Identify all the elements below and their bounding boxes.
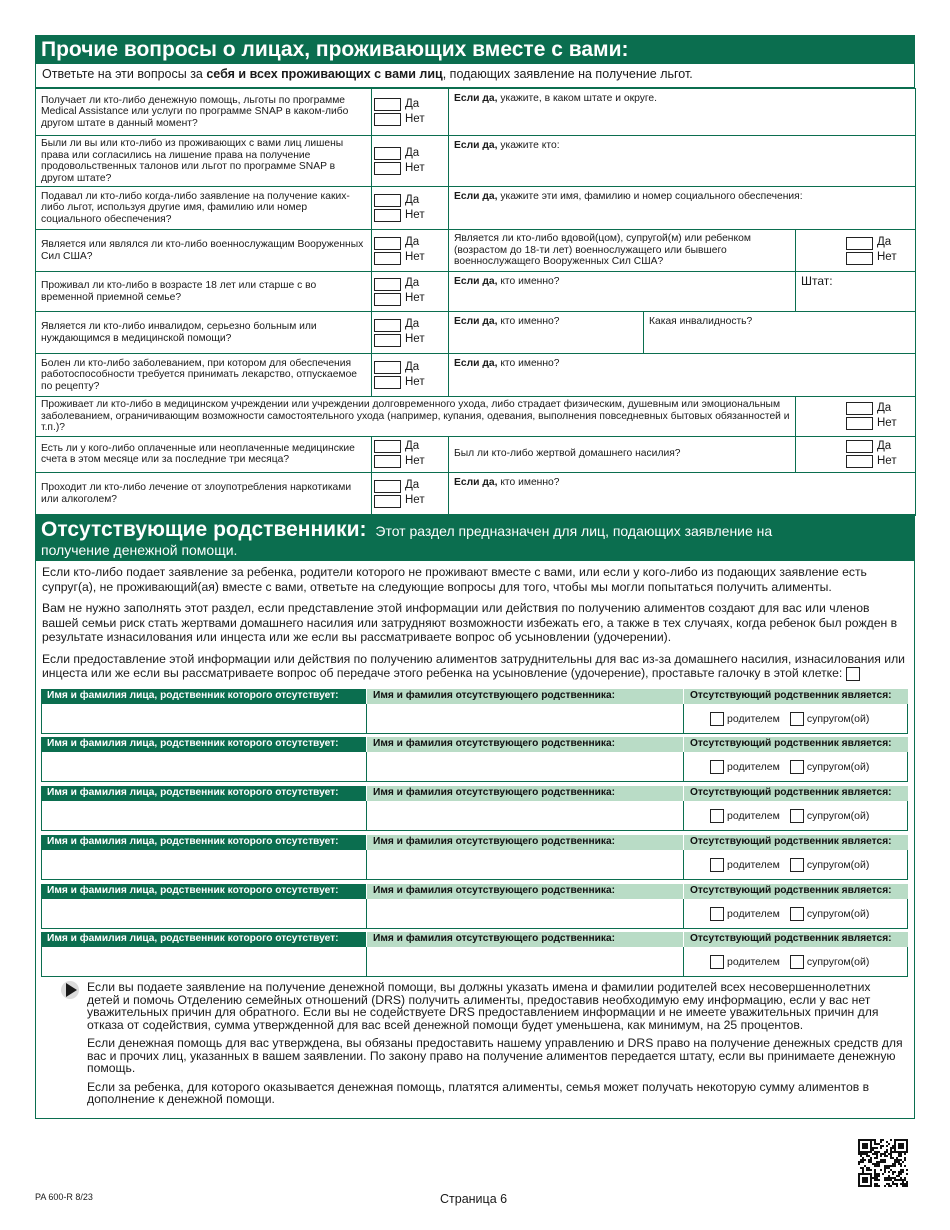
entry-row bbox=[41, 752, 908, 782]
absent-relative-name-field[interactable] bbox=[367, 947, 684, 976]
spouse-checkbox[interactable] bbox=[790, 907, 804, 921]
no-checkbox[interactable] bbox=[374, 209, 401, 222]
absent-relative-block bbox=[41, 689, 908, 734]
absent-relative-block bbox=[41, 737, 908, 782]
relationship-options bbox=[684, 850, 907, 879]
spouse-checkbox[interactable] bbox=[790, 809, 804, 823]
spouse-option[interactable]: супругом(ой) bbox=[790, 955, 870, 969]
parent-option[interactable]: родителем bbox=[710, 907, 780, 921]
form-number: PA 600-R 8/23 bbox=[35, 1192, 93, 1202]
yes-no-choice: Да Нет bbox=[372, 436, 449, 472]
applicant-name-field[interactable] bbox=[42, 947, 367, 976]
applicant-name-field[interactable] bbox=[42, 752, 367, 781]
parent-checkbox[interactable] bbox=[710, 712, 724, 726]
spouse-checkbox[interactable] bbox=[790, 955, 804, 969]
relationship-options bbox=[684, 899, 907, 928]
yes-checkbox[interactable] bbox=[374, 237, 401, 250]
yes-checkbox[interactable] bbox=[374, 440, 401, 453]
note-paragraph: Если вы подаете заявление на получение денежной помощи, вы должны указать имена и фамилии родителей всех несовершеннолетних детей и помочь Отделению семейных отношений (DRS) получить алименты, предоставив необходимую ему информацию, если у вас нет уважительных причин для обратного. Если вы не содействуете DRS предоставлением информации и не имеете уважительных причин для отказа от содействия, сумма утвержденной для вас всей денежной помощи будет уменьшена, как минимум, на 25 процентов. bbox=[87, 980, 879, 1032]
question-text: Болен ли кто-либо заболеванием, при котором для обеспечения работоспособности требуется принимать лекарство, отпускаемое по рецепту? bbox=[36, 354, 372, 397]
yes-checkbox[interactable] bbox=[374, 147, 401, 160]
col-header: Имя и фамилия отсутствующего родственника: bbox=[366, 932, 683, 947]
entry-row bbox=[41, 850, 908, 880]
no-checkbox[interactable] bbox=[374, 495, 401, 508]
absent-relative-name-field[interactable] bbox=[367, 899, 684, 928]
col-header: Имя и фамилия лица, родственник которого отсутствует: bbox=[41, 884, 366, 899]
yes-checkbox[interactable] bbox=[374, 319, 401, 332]
page-number: Страница 6 bbox=[440, 1192, 508, 1206]
yes-checkbox[interactable] bbox=[374, 98, 401, 111]
question-text: Является или являлся ли кто-либо военнослужащим Вооруженных Сил США? bbox=[36, 230, 372, 272]
question-row bbox=[36, 187, 916, 230]
yes-checkbox[interactable] bbox=[374, 361, 401, 374]
spouse-checkbox[interactable] bbox=[790, 858, 804, 872]
applicant-name-field[interactable] bbox=[42, 850, 367, 879]
question-row bbox=[36, 230, 916, 272]
question-text: Есть ли у кого-либо оплаченные или неоплаченные медицинские счета в этом месяце или за последние три месяца? bbox=[36, 436, 372, 472]
col-header: Имя и фамилия отсутствующего родственника: bbox=[366, 786, 683, 801]
question-text: Является ли кто-либо вдовой(цом), супругой(м) или ребенком (возрастом до 18-ти лет) военнослужащего или бывшего военнослужащего Вооруженных Сил США? bbox=[449, 230, 796, 272]
disability-field[interactable]: Какая инвалидность? bbox=[644, 312, 916, 354]
applicant-name-field[interactable] bbox=[42, 899, 367, 928]
yes-no-choice: Да Нет bbox=[372, 187, 449, 230]
note-paragraph: Если за ребенка, для которого оказывается денежная помощь, платятся алименты, семья может получать некоторую сумму алиментов в дополнение к денежной помощи. bbox=[87, 1079, 870, 1106]
yes-no-choice: Да Нет bbox=[372, 89, 449, 136]
no-checkbox[interactable] bbox=[374, 113, 401, 126]
question-row bbox=[36, 436, 916, 472]
col-header: Отсутствующий родственник является: bbox=[683, 737, 908, 752]
spouse-option[interactable]: супругом(ой) bbox=[790, 907, 870, 921]
relationship-options bbox=[684, 947, 907, 976]
no-checkbox[interactable] bbox=[846, 417, 873, 430]
yes-checkbox[interactable] bbox=[846, 440, 873, 453]
section-header: Отсутствующие родственники: Этот раздел предназначен для лиц, подающих заявление на получение денежной помощи. bbox=[36, 515, 914, 561]
question-row bbox=[36, 272, 916, 312]
section-title: Прочие вопросы о лицах, проживающих вместе с вами: bbox=[35, 35, 915, 64]
yes-checkbox[interactable] bbox=[846, 237, 873, 250]
qr-code-icon bbox=[858, 1139, 908, 1187]
question-text: Проходит ли кто-либо лечение от злоупотребления наркотиками или алкоголем? bbox=[36, 472, 372, 515]
parent-checkbox[interactable] bbox=[710, 809, 724, 823]
entry-row bbox=[41, 947, 908, 977]
col-header: Отсутствующий родственник является: bbox=[683, 689, 908, 704]
header-row bbox=[41, 884, 908, 899]
question-text: Проживал ли кто-либо в возрасте 18 лет или старше с во временной приемной семье? bbox=[36, 272, 372, 312]
yes-no-choice: Да Нет bbox=[372, 312, 449, 354]
paragraph-3: Если предоставление этой информации или действия по получению алиментов затруднительны для вас из-за домашнего насилия, изнасилования или инцеста или же если вы рассматриваете вопрос об передаче этого ребенка на усыновление (удочерение), проставьте галочку в этой клетке: bbox=[42, 651, 905, 680]
parent-checkbox[interactable] bbox=[710, 760, 724, 774]
good-cause-checkbox[interactable] bbox=[846, 667, 860, 681]
question-row bbox=[36, 136, 916, 187]
col-header: Имя и фамилия отсутствующего родственника: bbox=[366, 884, 683, 899]
yes-no-choice: Да Нет bbox=[372, 230, 449, 272]
paragraph-2: Вам не нужно заполнять этот раздел, если представление этой информации или действия по получению алиментов создают для вас или членов вашей семьи риск стать жертвами домашнего насилия или затрудняют возможности избежать его, а также в тех случаях, когда ребенок был рожден в результате изнасилования или инцеста или же если вы рассматриваете вопрос об усыновлении (удочерении). bbox=[42, 601, 898, 644]
header-row bbox=[41, 835, 908, 850]
relationship-options bbox=[684, 704, 907, 733]
question-text: Проживает ли кто-либо в медицинском учреждении или учреждении долговременного ухода, либо страдает физическим, душевным или эмоциональным заболеванием, ограничивающим возможности самостоятельного ухода (например, купания, одевания, выполнения повседневных бытовых обязанностей и т.п.)? bbox=[36, 397, 796, 437]
absent-relative-name-field[interactable] bbox=[367, 801, 684, 830]
parent-option[interactable]: родителем bbox=[710, 858, 780, 872]
no-checkbox[interactable] bbox=[374, 293, 401, 306]
yes-no-choice: Да Нет bbox=[796, 436, 916, 472]
parent-option[interactable]: родителем bbox=[710, 809, 780, 823]
absent-relatives-section bbox=[35, 514, 915, 1119]
question-row bbox=[36, 354, 916, 397]
spouse-option[interactable]: супругом(ой) bbox=[790, 712, 870, 726]
no-checkbox[interactable] bbox=[374, 162, 401, 175]
yes-no-choice: Да Нет bbox=[796, 397, 916, 437]
question-row bbox=[36, 89, 916, 136]
absent-relative-name-field[interactable] bbox=[367, 752, 684, 781]
yes-no-choice: Да Нет bbox=[796, 230, 916, 272]
yes-no-choice: Да Нет bbox=[372, 272, 449, 312]
yes-no-choice: Да Нет bbox=[372, 136, 449, 187]
header-row bbox=[41, 786, 908, 801]
no-checkbox[interactable] bbox=[374, 376, 401, 389]
yes-no-choice: Да Нет bbox=[372, 472, 449, 515]
col-header: Отсутствующий родственник является: bbox=[683, 932, 908, 947]
header-row bbox=[41, 689, 908, 704]
question-text: Был ли кто-либо жертвой домашнего насилия? bbox=[449, 436, 796, 472]
yes-no-choice: Да Нет bbox=[372, 354, 449, 397]
cash-assistance-note bbox=[61, 981, 906, 1112]
yes-checkbox[interactable] bbox=[374, 480, 401, 493]
entry-row bbox=[41, 899, 908, 929]
question-text: Получает ли кто-либо денежную помощь, льготы по программе Medical Assistance или услуги по программе SNAP в каком-либо другом штате в данный момент? bbox=[36, 89, 372, 136]
spouse-option[interactable]: супругом(ой) bbox=[790, 760, 870, 774]
col-header: Имя и фамилия лица, родственник которого отсутствует: bbox=[41, 932, 366, 947]
absent-relative-block bbox=[41, 786, 908, 831]
question-row bbox=[36, 472, 916, 515]
absent-relative-block bbox=[41, 835, 908, 880]
no-checkbox[interactable] bbox=[374, 252, 401, 265]
parent-checkbox[interactable] bbox=[710, 955, 724, 969]
entry-row bbox=[41, 801, 908, 831]
relationship-options bbox=[684, 801, 907, 830]
parent-checkbox[interactable] bbox=[710, 907, 724, 921]
spouse-checkbox[interactable] bbox=[790, 712, 804, 726]
no-checkbox[interactable] bbox=[846, 252, 873, 265]
col-header: Отсутствующий родственник является: bbox=[683, 835, 908, 850]
note-paragraph: Если денежная помощь для вас утверждена, вы обязаны предоставить нашему управлению и DRS право на получение денежных средств для вас и прочих лиц, указанных в вашем заявлении. По закону право на получение алиментов передается штату, если вы принимаете денежную помощь. bbox=[87, 1036, 903, 1075]
answer-field[interactable]: Если да, укажите кто: bbox=[449, 136, 916, 187]
question-text: Является ли кто-либо инвалидом, серьезно больным или нуждающимся в медицинской помощи? bbox=[36, 312, 372, 354]
spouse-option[interactable]: супругом(ой) bbox=[790, 809, 870, 823]
applicant-name-field[interactable] bbox=[42, 704, 367, 733]
header-row bbox=[41, 737, 908, 752]
no-checkbox[interactable] bbox=[846, 455, 873, 468]
applicant-name-field[interactable] bbox=[42, 801, 367, 830]
header-row bbox=[41, 932, 908, 947]
answer-field[interactable]: Если да, кто именно? bbox=[449, 472, 916, 515]
parent-option[interactable]: родителем bbox=[710, 712, 780, 726]
col-header: Отсутствующий родственник является: bbox=[683, 786, 908, 801]
col-header: Имя и фамилия лица, родственник которого отсутствует: bbox=[41, 786, 366, 801]
no-checkbox[interactable] bbox=[374, 334, 401, 347]
questions-table bbox=[35, 88, 916, 516]
absent-relative-name-field[interactable] bbox=[367, 850, 684, 879]
absent-relative-name-field[interactable] bbox=[367, 704, 684, 733]
col-header: Имя и фамилия отсутствующего родственника: bbox=[366, 689, 683, 704]
parent-option[interactable]: родителем bbox=[710, 955, 780, 969]
answer-field[interactable]: Если да, кто именно? bbox=[449, 272, 796, 312]
paragraph-1: Если кто-либо подает заявление за ребенка, родители которого не проживают вместе с вами, или если у кого-либо из подающих заявление есть супруг(а), не проживающий(ая) вместе с вами, ответьте на следующие вопросы для того, чтобы мы могли попытаться получить алименты. bbox=[42, 565, 867, 594]
col-header: Имя и фамилия отсутствующего родственника: bbox=[366, 737, 683, 752]
spouse-option[interactable]: супругом(ой) bbox=[790, 858, 870, 872]
household-questions-section bbox=[35, 35, 915, 516]
parent-checkbox[interactable] bbox=[710, 858, 724, 872]
parent-option[interactable]: родителем bbox=[710, 760, 780, 774]
absent-relative-block bbox=[41, 932, 908, 977]
section-intro: Ответьте на эти вопросы за себя и всех проживающих с вами лиц, подающих заявление на получение льгот. bbox=[35, 64, 915, 88]
relationship-options bbox=[684, 752, 907, 781]
state-field[interactable]: Штат: bbox=[796, 272, 916, 312]
col-header: Имя и фамилия лица, родственник которого отсутствует: bbox=[41, 835, 366, 850]
answer-field[interactable]: Если да, кто именно? bbox=[449, 354, 916, 397]
col-header: Имя и фамилия отсутствующего родственника: bbox=[366, 835, 683, 850]
yes-checkbox[interactable] bbox=[846, 402, 873, 415]
yes-checkbox[interactable] bbox=[374, 278, 401, 291]
question-row bbox=[36, 312, 916, 354]
answer-field[interactable]: Если да, укажите эти имя, фамилию и номер социального обеспечения: bbox=[449, 187, 916, 230]
question-text: Подавал ли кто-либо когда-либо заявление на получение каких-либо льгот, используя другие имя, фамилию или номер социального обеспечения? bbox=[36, 187, 372, 230]
section-title: Отсутствующие родственники: bbox=[41, 518, 367, 541]
col-header: Имя и фамилия лица, родственник которого отсутствует: bbox=[41, 737, 366, 752]
no-checkbox[interactable] bbox=[374, 455, 401, 468]
question-text: Были ли вы или кто-либо из проживающих с вами лиц лишены права или согласились на лишение права на получение продовольственных талонов или льгот по программе SNAP в другом штате? bbox=[36, 136, 372, 187]
arrow-bullet-icon bbox=[61, 981, 79, 999]
question-row bbox=[36, 397, 916, 437]
spouse-checkbox[interactable] bbox=[790, 760, 804, 774]
answer-field[interactable]: Если да, укажите, в каком штате и округе. bbox=[449, 89, 916, 136]
answer-field[interactable]: Если да, кто именно? bbox=[449, 312, 644, 354]
yes-checkbox[interactable] bbox=[374, 194, 401, 207]
absent-relative-block bbox=[41, 884, 908, 929]
col-header: Имя и фамилия лица, родственник которого отсутствует: bbox=[41, 689, 366, 704]
entry-row bbox=[41, 704, 908, 734]
col-header: Отсутствующий родственник является: bbox=[683, 884, 908, 899]
